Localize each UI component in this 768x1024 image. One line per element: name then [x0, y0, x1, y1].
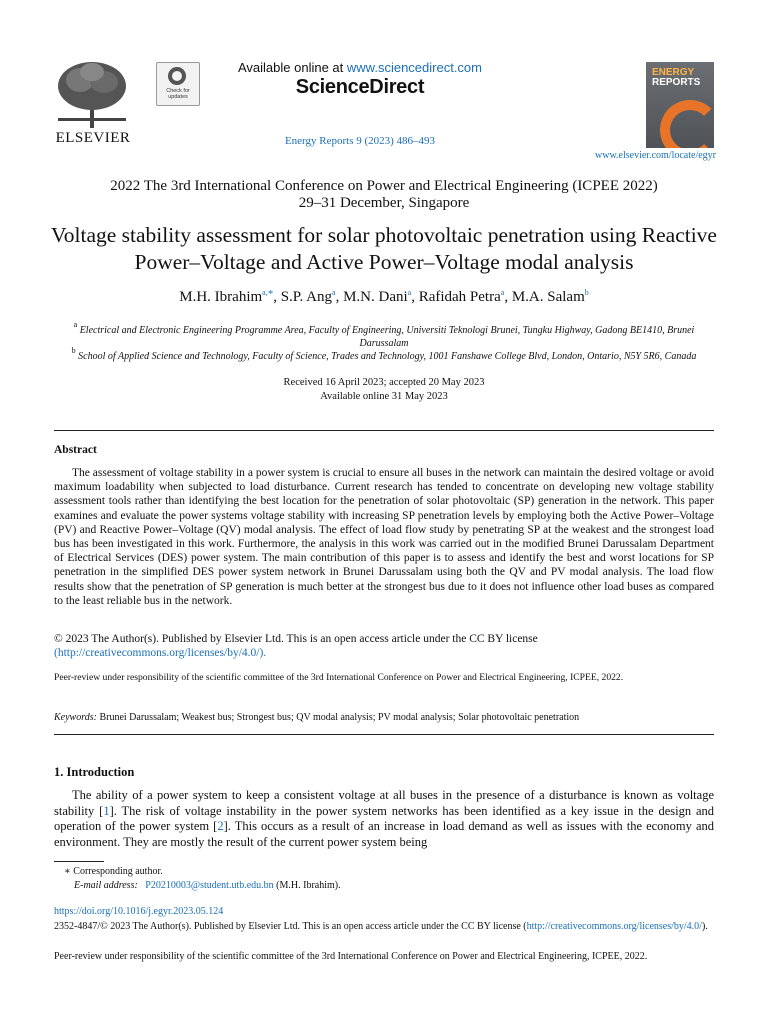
doi-link[interactable]: https://doi.org/10.1016/j.egyr.2023.05.124 [54, 906, 224, 917]
email-footnote: E-mail address: P20210003@student.utb.edu.bn (M.H. Ibrahim). [74, 880, 341, 891]
cover-title-reports: REPORTS [652, 77, 701, 88]
introduction-text: The ability of a power system to keep a consistent voltage at all buses in the presence of a disturbance is known as voltage stability [1]. The risk of voltage instability in the power system networks has been identified as a key issue in the design and operation of the power system [2]. This occurs as a result of an increase in load demand as well as issues with the economy and environment. They are mostly the result of the current power system being [54, 788, 714, 849]
available-prefix: Available online at [237, 60, 347, 75]
keywords [54, 712, 714, 723]
check-updates-label: Check for updates [166, 88, 190, 100]
sciencedirect-brand: ScienceDirect [295, 76, 425, 98]
author[interactable]: Rafidah Petra$^a$, [418, 288, 512, 305]
cover-e-icon [660, 100, 714, 148]
check-for-updates-badge[interactable] [156, 62, 200, 106]
author[interactable]: M.N. Dani$^a$, [343, 288, 419, 305]
copyright-notice: © 2023 The Author(s). Published by Elsevier Ltd. This is an open access article under the CC BY license (http://creativecommons.org/licenses/by/4.0/). [54, 633, 538, 660]
journal-reference[interactable]: Energy Reports 9 (2023) 486–493 [284, 135, 436, 147]
available-online-date: Available online 31 May 2023 [320, 391, 448, 402]
license-link[interactable]: (http://creativecommons.org/licenses/by/4.0/). [54, 647, 267, 660]
keywords-list: Brunei Darussalam; Weakest bus; Strongest bus; QV modal analysis; PV modal analysis; Solar photovoltaic penetration [99, 712, 580, 723]
conference-info [40, 178, 728, 212]
available-online-line [200, 60, 520, 75]
paper-title: Voltage stability assessment for solar photovoltaic penetration using Reactive Power–Voltage and Active Power–Voltage modal analysis [51, 223, 717, 274]
section-heading-introduction: 1. Introduction [54, 765, 135, 779]
journal-cover-image [646, 62, 714, 148]
abstract-text: The assessment of voltage stability in a power system is crucial to ensure all buses in the network can maintain the desired voltage or avoid maximum loadability when subjected to load disturbance. Current research has tended to concentrate on developing new voltage stability assessment tools rather than identifying the best location for the penetration of solar photovoltaic (SP) generation in the network. This paper examines and evaluate the power systems voltage stability with increasing SP penetration levels by employing both the Active Power–Voltage (PV) and Reactive Power–Voltage (QV) modal analysis. The effect of load flow study by penetrating SP at the weakest and the strongest load bus has been investigated in this work. Furthermore, the analysis in this work was carried out in the modified Brunei Darussalam Department of Electrical Services (DES) power system. The main contribution of this paper is to assess and identify the best and worst locations for SP penetration in the simplified DES power system network in Brunei Darussalam using both the QV and PV modal analysis. The load flow results show that the penetration of SP generation is much better at the strongest bus due to it does not influence other load buses as compared to the least reliable bus in the network. [54, 467, 714, 607]
license-link[interactable]: http://creativecommons.org/licenses/by/4.0/ [526, 921, 702, 932]
sciencedirect-link[interactable]: www.sciencedirect.com [346, 60, 482, 75]
abstract-heading: Abstract [54, 444, 97, 456]
update-check-icon [168, 67, 186, 85]
issn-license-note: 2352-4847/© 2023 The Author(s). Published by Elsevier Ltd. This is an open access article under the CC BY license (http://creativecommons.org/licenses/by/4.0/). [54, 921, 708, 932]
journal-url-link[interactable]: www.elsevier.com/locate/egyr [595, 150, 716, 161]
author-list [40, 288, 728, 306]
publisher-name: ELSEVIER [55, 130, 131, 146]
corresponding-author-note: ∗ Corresponding author. [64, 866, 163, 877]
cover-title-energy: ENERGY [652, 67, 695, 78]
citation-link[interactable]: 2 [217, 819, 224, 834]
footnote-divider [54, 861, 104, 862]
author[interactable]: S.P. Ang$^a$, [280, 288, 344, 305]
footer-peer-review-note: Peer-review under responsibility of the scientific committee of the 3rd International Conference on Power and Electrical Engineering, ICPEE, 2022. [54, 951, 648, 962]
author[interactable]: M.H. Ibrahim$^{a,*}$, [179, 288, 281, 305]
keywords-label: Keywords: [54, 712, 97, 723]
divider [54, 430, 714, 431]
affiliation-b: $^b$ School of Applied Science and Technology, Faculty of Science, Trades and Technology, 1001 Fanshawe College Blvd, London, Ontario, N5Y 5R6, Canada [71, 346, 697, 362]
conference-date-location: 29–31 December, Singapore [298, 195, 470, 211]
article-dates [40, 376, 728, 404]
conference-name: 2022 The 3rd International Conference on Power and Electrical Engineering (ICPEE 2022) [110, 178, 658, 194]
peer-review-note: Peer-review under responsibility of the scientific committee of the 3rd International Conference on Power and Electrical Engineering, ICPEE, 2022. [54, 672, 624, 683]
affiliation-a: $^a$ Electrical and Electronic Engineering Programme Area, Faculty of Engineering, Universiti Teknologi Brunei, Tungku Highway, Gadong BE1410, Brunei Darussalam [73, 320, 695, 349]
divider [54, 734, 714, 735]
received-accepted-date: Received 16 April 2023; accepted 20 May 2023 [283, 377, 485, 388]
author-email-link[interactable]: P20210003@student.utb.edu.bn [145, 880, 274, 891]
author[interactable]: M.A. Salam$^b$ [511, 288, 589, 305]
citation-link[interactable]: 1 [103, 803, 110, 818]
